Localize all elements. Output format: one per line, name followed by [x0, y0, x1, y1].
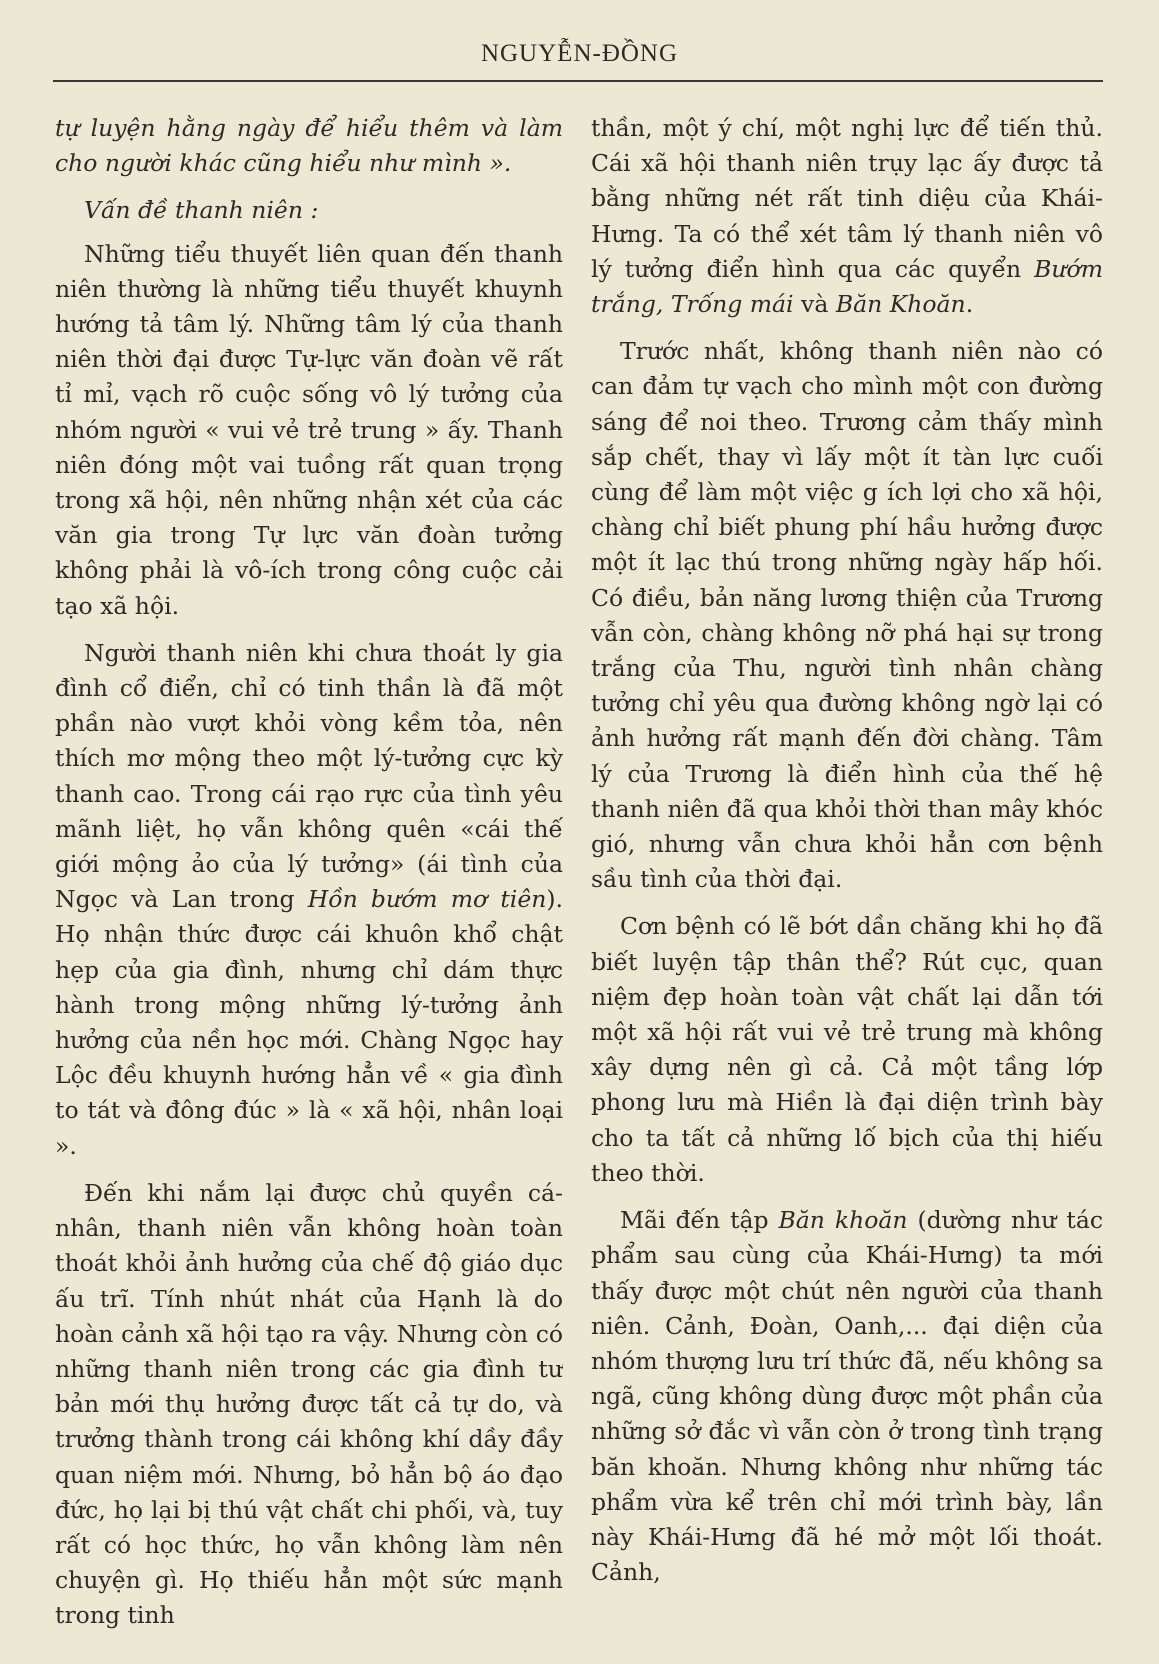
right-paragraph-2: Trước nhất, không thanh niên nào có can đảm tự vạch cho mình một con đường sáng để noi theo. Trương cảm thấy mình sắp chết, thay vì lấy một ít tàn lực cuối cùng để làm một việc g ích lợi cho xã hội, chàng chỉ biết phung phí hầu hưởng được một ít lạc thú trong những ngày hấp hối. Có điều, bản năng lương thiện của Trương vẫn còn, chàng không nỡ phá hại sự trong trắng của Thu, người tình nhân chàng tưởng chỉ yêu qua đường không ngờ lại có ảnh hưởng rất mạnh đến đời chàng. Tâm lý của Trương là điển hình của thế hệ thanh niên đã qua khỏi thời than mây khóc gió, nhưng vẫn chưa khỏi hẳn cơn bệnh sầu tình của thời đại.: [591, 337, 1103, 894]
left-column: [55, 111, 563, 1656]
right-paragraph-3: Cơn bệnh có lẽ bớt dần chăng khi họ đã biết luyện tập thân thể? Rút cục, quan niệm đẹp hoàn toàn vật chất lại dẫn tới một xã hội rất vui vẻ trẻ trung mà không xây dựng nên gì cả. Cả một tầng lớp phong lưu mà Hiền là đại diện trình bày cho ta tất cả những lố bịch của thị hiếu theo thời.: [591, 912, 1103, 1187]
right-paragraph-1-text: thần, một ý chí, một nghị lực để tiến thủ. Cái xã hội thanh niên trụy lạc ấy được tả bằng những nét rất tinh diệu của Khái-Hưng. Ta có thể xét tâm lý thanh niên vô lý tưởng điển hình qua các quyển: [591, 114, 1103, 283]
section-subheading: Vấn đề thanh niên :: [84, 196, 319, 225]
book-title-hon-buom-mo-tien: Hồn bướm mơ tiên: [307, 885, 547, 914]
left-paragraph-4: Đến khi nắm lại được chủ quyền cá-nhân, thanh niên vẫn không hoàn toàn thoát khỏi ảnh hưởng của chế độ giáo dục ấu trĩ. Tính nhút nhát của Hạnh là do hoàn cảnh xã hội tạo ra vậy. Nhưng còn có những thanh niên trong các gia đình tư bản mới thụ hưởng được tất cả tự do, và trưởng thành trong cái không khí dầy đầy quan niệm mới. Nhưng, bỏ hẳn bộ áo đạo đức, họ lại bị thú vật chất chi phối, và, tuy rất có học thức, họ vẫn không làm nên chuyện gì. Họ thiếu hẳn một sức mạnh trong tinh: [55, 1178, 563, 1630]
left-paragraph-3-text-b: ). Họ nhận thức được cái khuôn khổ chật hẹp của gia đình, nhưng chỉ dám thực hành trong mộng những lý-tưởng ảnh hưởng của nền học mới. Chàng Ngọc hay Lộc đều khuynh hướng hẳn về « gia đình to tát và đông đúc » là « xã hội, nhân loại ».: [55, 885, 563, 1160]
header-rule: [53, 80, 1103, 82]
running-title: NGUYỄN-ĐỒNG: [480, 40, 679, 67]
right-paragraph-4-text-b: (dường như tác phẩm sau cùng của Khái-Hưng) ta mới thấy được một chút nên người của thanh niên. Cảnh, Đoàn, Oanh,... đại diện của nhóm thượng lưu trí thức đã, nếu không sa ngã, cũng không dùng được một phần của những sở đắc vì vẫn còn ở trong tình trạng băn khoăn. Nhưng không như những tác phẩm vừa kể trên chỉ mới trình bày, lần này Khái-Hưng đã hé mở một lối thoát. Cảnh,: [591, 1206, 1103, 1587]
title-separator-2: và: [793, 290, 836, 319]
book-title-ban-khoan-2: Băn khoăn: [778, 1206, 908, 1235]
right-column: [591, 111, 1103, 1656]
left-paragraph-3-text-a: Người thanh niên khi chưa thoát ly gia đình cổ điển, chỉ có tinh thần là đã một phần nào vượt khỏi vòng kềm tỏa, nên thích mơ mộng theo một lý-tưởng cực kỳ thanh cao. Trong cái rạo rực của tình yêu mãnh liệt, họ vẫn không quên «cái thế giới mộng ảo của lý tưởng» (ái tình của Ngọc và Lan trong: [55, 638, 563, 914]
book-title-trong-mai: Trống mái: [670, 290, 794, 319]
left-paragraph-1: tự luyện hằng ngày để hiểu thêm và làm cho người khác cũng hiểu như mình ».: [55, 114, 563, 178]
title-separator-1: ,: [655, 290, 671, 319]
book-title-ban-khoan: Băn Khoăn: [835, 290, 966, 319]
left-paragraph-2: Những tiểu thuyết liên quan đến thanh niên thường là những tiểu thuyết khuynh hướng tả tâm lý. Những tâm lý của thanh niên thời đại được Tự-lực văn đoàn vẽ rất tỉ mỉ, vạch rõ cuộc sống vô lý tưởng của nhóm người « vui vẻ trẻ trung » ấy. Thanh niên đóng một vai tuồng rất quan trọng trong xã hội, nên những nhận xét của các văn gia trong Tự lực văn đoàn tưởng không phải là vô-ích trong công cuộc cải tạo xã hội.: [55, 239, 563, 620]
book-title-buom-trang: Bướm trắng: [591, 254, 1103, 319]
right-paragraph-4-text-a: Mãi đến tập: [620, 1206, 779, 1235]
right-paragraph-1-end: .: [965, 290, 974, 319]
left-paragraph-3: [55, 636, 563, 1164]
right-paragraph-4: [591, 1203, 1103, 1590]
right-paragraph-1: [591, 111, 1103, 322]
